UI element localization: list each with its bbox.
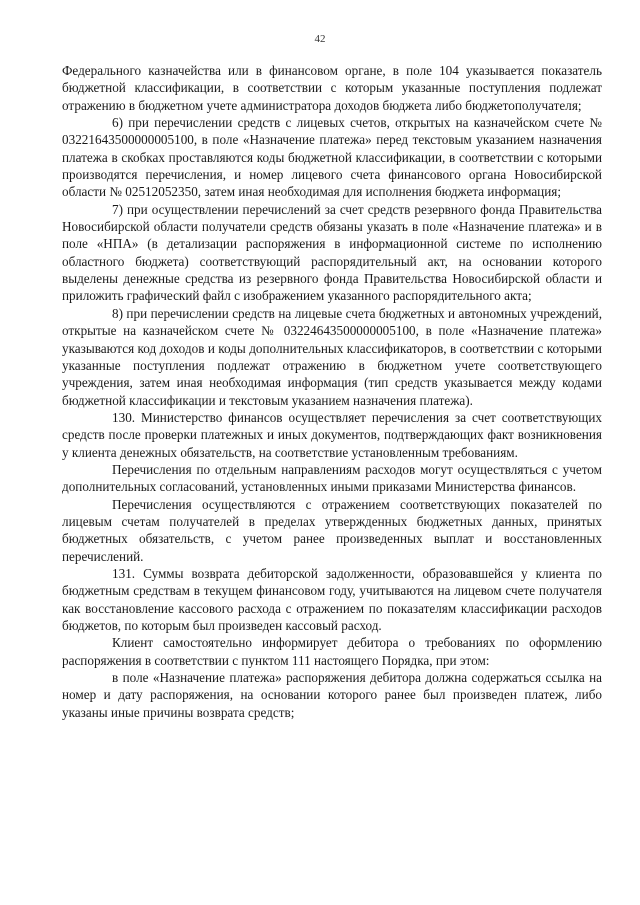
paragraph-10: в поле «Назначение платежа» распоряжения дебитора должна содержаться ссылка на номер и дату распоряжения, на основании которого ранее был произведен платеж, либо указаны иные причины возврата средств;: [62, 670, 602, 720]
page-number: 42: [314, 33, 326, 45]
paragraph-2: 6) при перечислении средств с лицевых счетов, открытых на казначейском счете № 03221643500000005100, в поле «Назначение платежа» перед текстовым указанием назначения платежа в скобках проставляются коды бюджетной классификации, в соответствии с которыми производятся перечисления, и номер лицевого счета финансового органа Новосибирской области № 02512052350, затем иная необходимая для исполнения бюджета информация;: [62, 115, 602, 200]
paragraph-3: 7) при осуществлении перечислений за счет средств резервного фонда Правительства Новосибирской области получатели средств обязаны указать в поле «Назначение платежа» и в поле «НПА» (в детализации распоряжения в информационной системе по исполнению областного бюджета) соответствующий распорядительный акт, на основании которого выделены денежные средства из резервного фонда Правительства Новосибирской области и приложить графический файл с изображением указанного распорядительного акта;: [62, 201, 602, 304]
paragraph-4: 8) при перечислении средств на лицевые счета бюджетных и автономных учреждений, открытые на казначейском счете № 03224643500000005100, в поле «Назначение платежа» указываются код доходов и коды дополнительных классификаторов, в соответствии с которыми указанные поступления подлежат отражению в бюджетном учете соответствующего учреждения, затем иная необходимая информация (тип средств указывается между кодами бюджетной классификации и текстовым указанием назначения платежа).: [62, 305, 602, 408]
paragraph-5: 130. Министерство финансов осуществляет перечисления за счет соответствующих средств после проверки платежных и иных документов, подтверждающих факт возникновения у клиента денежных обязательств, на соответствие установленным требованиям.: [62, 409, 602, 460]
paragraph-6: Перечисления по отдельным направлениям расходов могут осуществляться с учетом дополнительных согласований, установленных иными приказами Министерства финансов.: [62, 461, 602, 495]
paragraph-1: Федерального казначейства или в финансовом органе, в поле 104 указывается показатель бюджетной классификации, в соответствии с которым указанные поступления подлежат отражению в бюджетном учете администратора доходов бюджета либо бюджетополучателя;: [62, 63, 602, 113]
document-body: [62, 62, 602, 721]
paragraph-7: Перечисления осуществляются с отражением соответствующих показателей по лицевым счетам получателей в пределах утвержденных бюджетных данных, принятых бюджетных обязательств, с учетом ранее произведенных выплат и восстановленных перечислений.: [62, 496, 602, 564]
paragraph-8: 131. Суммы возврата дебиторской задолженности, образовавшейся у клиента по бюджетным средствам в текущем финансовом году, учитываются на лицевом счете получателя как восстановление кассового расхода с отражением по показателям классификации расходов бюджетов, по которым был произведен кассовый расход.: [62, 565, 602, 633]
paragraph-9: Клиент самостоятельно информирует дебитора о требованиях по оформлению распоряжения в соответствии с пунктом 111 настоящего Порядка, при этом:: [62, 635, 602, 668]
